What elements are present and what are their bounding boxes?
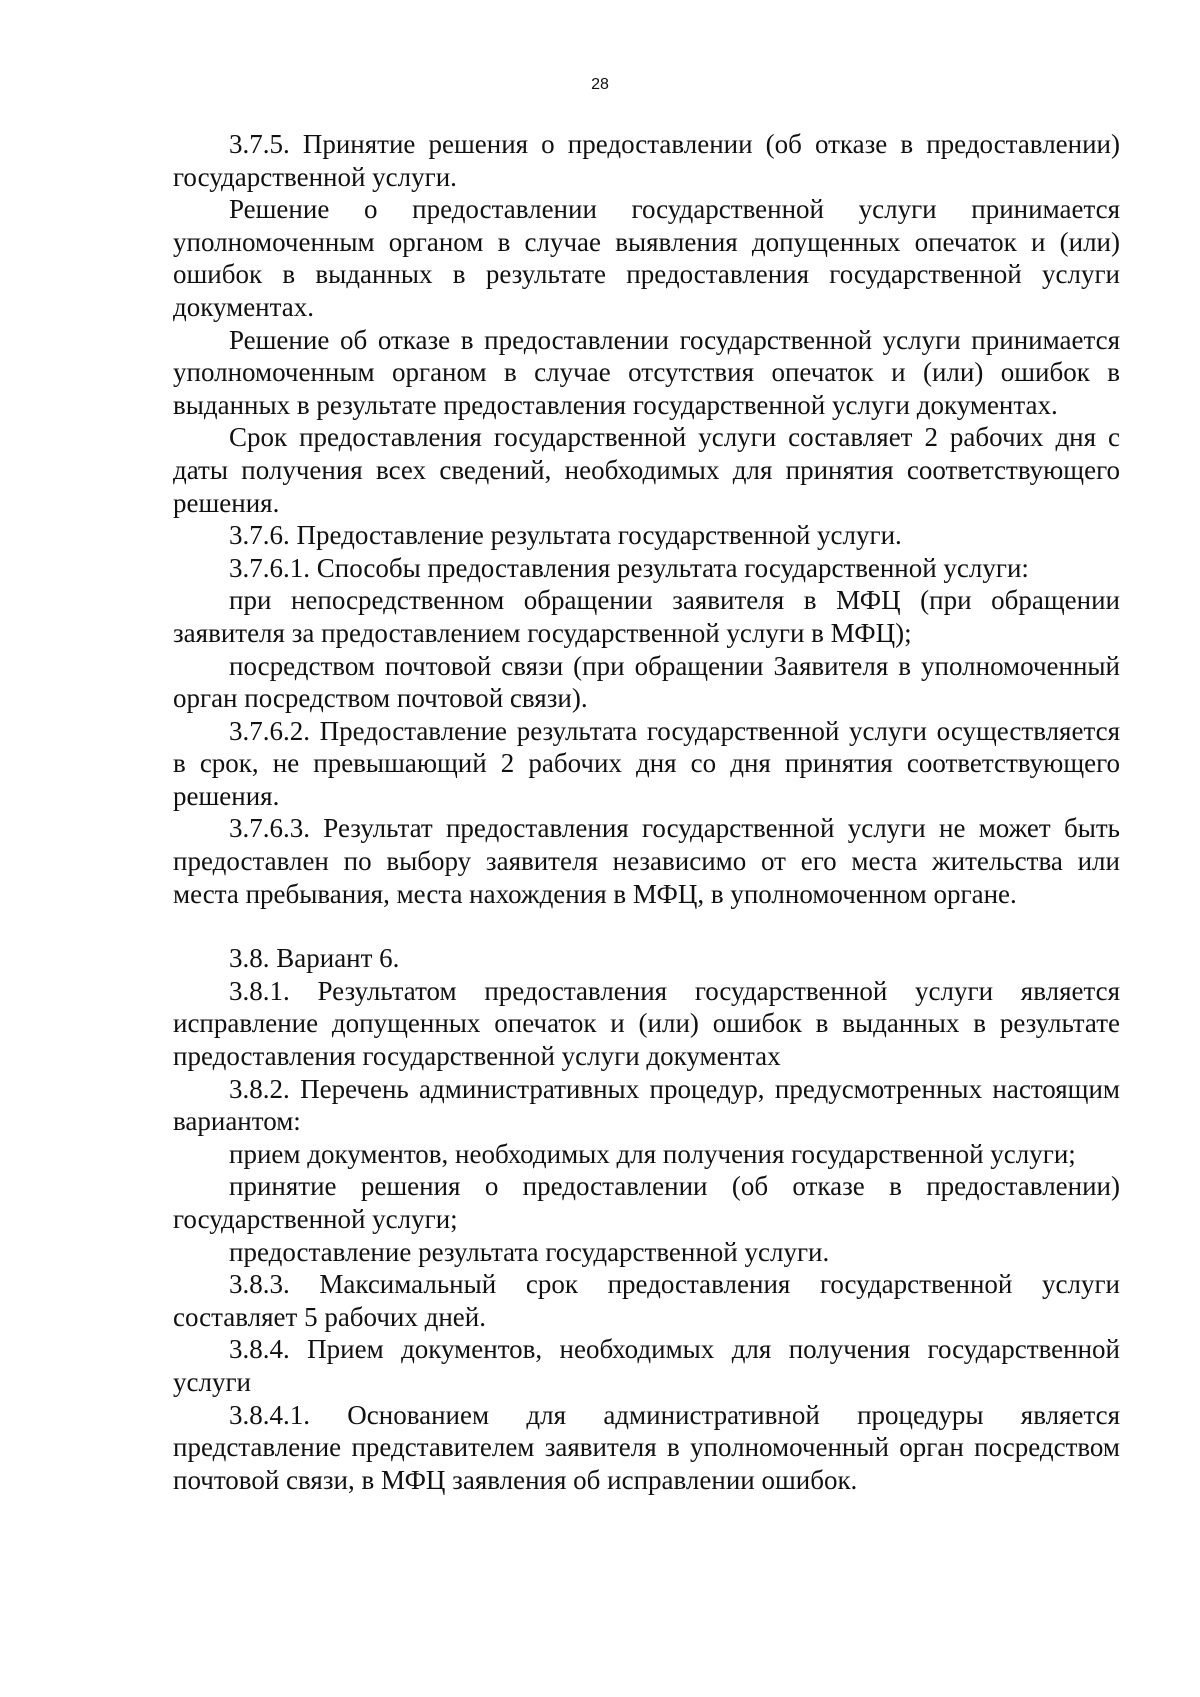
paragraph-decision-refusal: Решение об отказе в предоставлении государственной услуги принимается уполномоченным органом в случае отсутствия опечаток и (или) ошибок в выданных в результате предоставления государственной услуги документах.	[173, 324, 1120, 420]
paragraph-3-7-6-heading: 3.7.6. Предоставление результата государственной услуги.	[229, 520, 902, 551]
paragraph-3-8-4: 3.8.4. Прием документов, необходимых для получения государственной услуги	[173, 1334, 1120, 1397]
paragraph-3-7-6-3: 3.7.6.3. Результат предоставления государственной услуги не может быть предоставлен по выбору заявителя независимо от его места жительства или места пребывания, места нахождения в МФЦ, в уполномоченном органе.	[173, 813, 1120, 909]
list-item-mfc-delivery: при непосредственном обращении заявителя в МФЦ (при обращении заявителя за предоставлением государственной услуги в МФЦ);	[173, 585, 1120, 648]
paragraph-3-8-2: 3.8.2. Перечень административных процедур, предусмотренных настоящим вариантом:	[173, 1073, 1120, 1137]
list-item-document-intake: прием документов, необходимых для получения государственной услуги;	[229, 1138, 1076, 1169]
list-item-result-delivery: предоставление результата государственной услуги.	[229, 1236, 830, 1267]
paragraph-3-8-3: 3.8.3. Максимальный срок предоставления государственной услуги составляет 5 рабочих дней.	[173, 1269, 1120, 1332]
paragraph-3-8-heading: 3.8. Вариант 6.	[229, 943, 400, 974]
list-item-decision-making: принятие решения о предоставлении (об отказе в предоставлении) государственной услуги;	[173, 1171, 1120, 1234]
paragraph-3-7-6-2: 3.7.6.2. Предоставление результата государственной услуги осуществляется в срок, не превышающий 2 рабочих дня со дня принятия соответствующего решения.	[173, 715, 1120, 811]
paragraph-3-7-6-1: 3.7.6.1. Способы предоставления результата государственной услуги:	[229, 552, 1029, 583]
document-body	[173, 128, 1120, 1496]
paragraph-3-8-1: 3.8.1. Результатом предоставления государственной услуги является исправление допущенных опечаток и (или) ошибок в выданных в результате предоставления государственной услуги документах	[173, 975, 1120, 1072]
paragraph-3-7-5-heading: 3.7.5. Принятие решения о предоставлении (об отказе в предоставлении) государственной услуги.	[173, 129, 1120, 192]
paragraph-service-term: Срок предоставления государственной услуги составляет 2 рабочих дня с даты получения всех сведений, необходимых для принятия соответствующего решения.	[173, 422, 1120, 518]
paragraph-3-8-4-1: 3.8.4.1. Основанием для административной процедуры является представление представителем заявителя в уполномоченный орган посредством почтовой связи, в МФЦ заявления об исправлении ошибок.	[173, 1399, 1120, 1495]
list-item-postal-delivery: посредством почтовой связи (при обращении Заявителя в уполномоченный орган посредством почтовой связи).	[173, 650, 1120, 714]
paragraph-decision-grant: Решение о предоставлении государственной услуги принимается уполномоченным органом в случае выявления допущенных опечаток и (или) ошибок в выданных в результате предоставления государственной услуги документах.	[173, 194, 1120, 322]
page-number: 28	[591, 76, 609, 93]
